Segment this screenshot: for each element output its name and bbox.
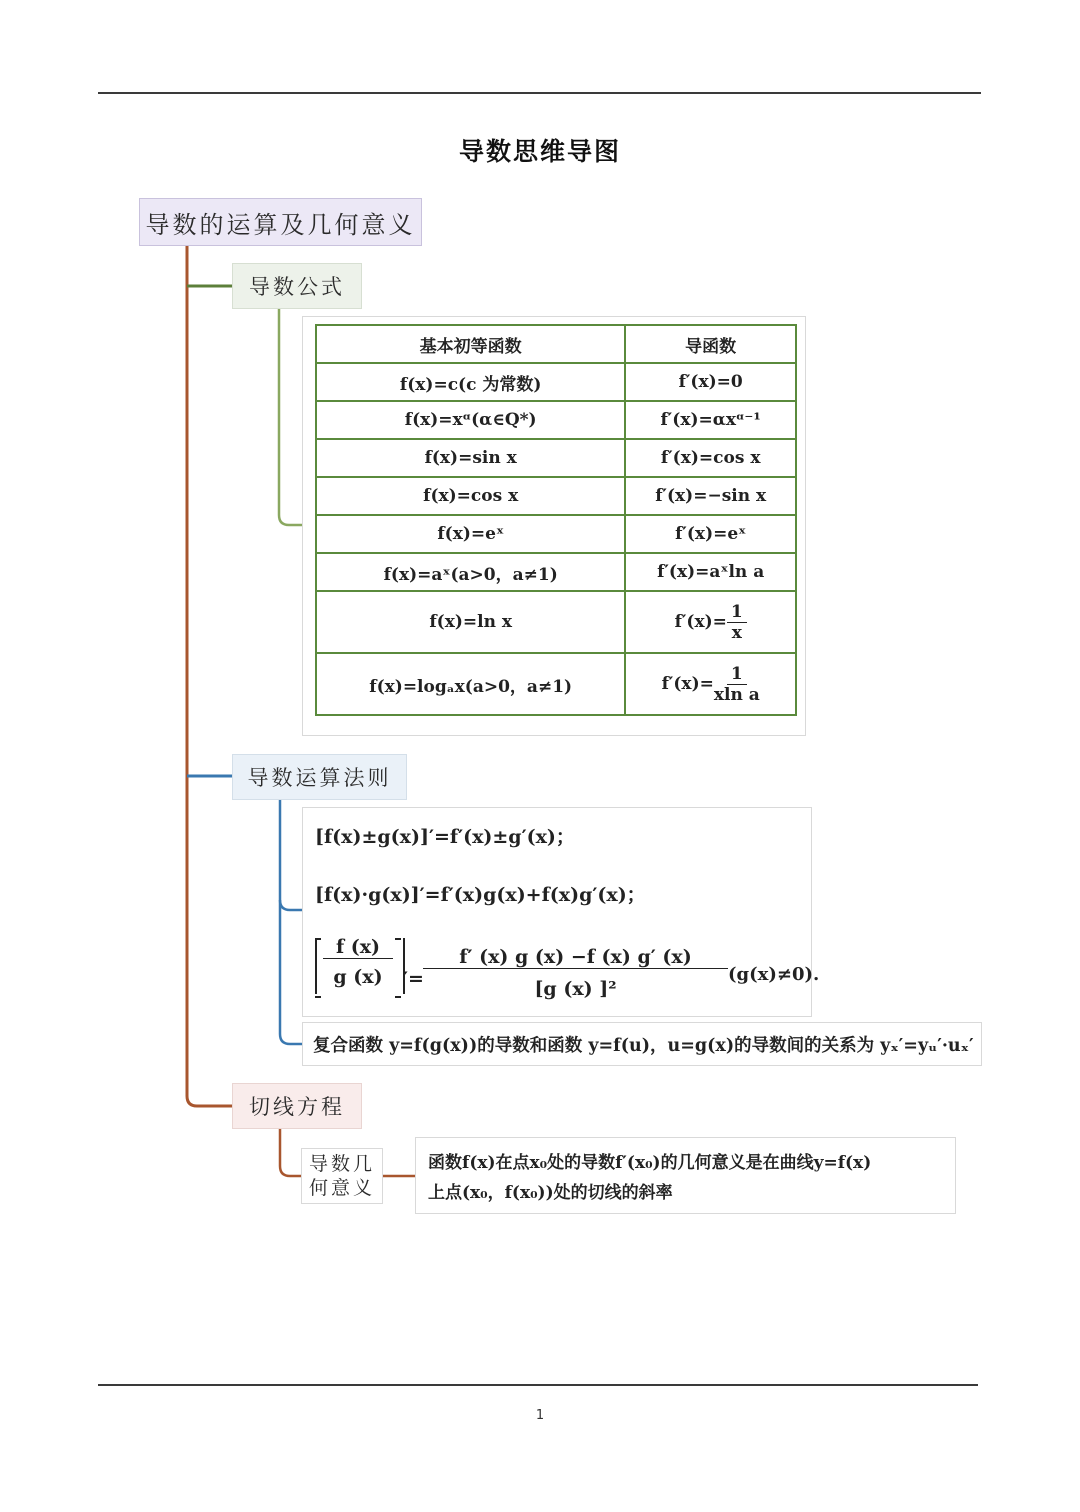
derivative-prefix: f′(x)=: [661, 673, 714, 694]
sum-rule: [f(x)±g(x)]′=f′(x)±g′(x)；: [315, 826, 575, 848]
geometric-label-line1: 导数几: [308, 1153, 375, 1175]
table-row: [316, 363, 796, 401]
bracket-right-cap: [395, 938, 401, 998]
function-cell: f(x)=aˣ(a>0，a≠1): [316, 553, 625, 591]
function-cell: f(x)=xᵅ(α∈Q*): [316, 401, 625, 439]
table-header-row: [316, 325, 796, 363]
derivative-cell: f′(x)=0: [625, 363, 796, 401]
fraction-numerator: 1: [727, 664, 747, 685]
root-node[interactable]: 导数的运算及几何意义: [139, 198, 422, 246]
composite-text: 复合函数 y=f(g(x))的导数和函数 y=f(u)，u=g(x)的导数间的关系为 yₓ′=yᵤ′·uₓ′: [313, 1035, 974, 1056]
function-cell: f(x)=cos x: [316, 477, 625, 515]
page-number: 1: [535, 1408, 545, 1423]
fraction-numerator: 1: [727, 602, 747, 623]
product-rule: [f(x)·g(x)]′=f′(x)g(x)+f(x)g′(x)；: [315, 884, 646, 906]
derivative-prefix: f′(x)=: [674, 611, 727, 632]
table-row: [316, 477, 796, 515]
table-row: [316, 653, 796, 715]
function-cell: f(x)=sin x: [316, 439, 625, 477]
quotient-left-denominator: g (x): [333, 966, 383, 988]
function-cell: f(x)=logₐx(a>0，a≠1): [316, 653, 625, 715]
function-cell: f(x)=eˣ: [316, 515, 625, 553]
rulebox-connector: [280, 800, 302, 910]
quotient-rule: [315, 934, 820, 1004]
geometric-text-line2: 上点(x₀，f(x₀))处的切线的斜率: [428, 1183, 673, 1203]
geometric-meaning-node[interactable]: [301, 1148, 383, 1204]
header-derivative: 导函数: [625, 325, 796, 363]
quotient-right-numerator: f′ (x) g (x) −f (x) g′ (x): [423, 946, 728, 969]
geometric-label-line2: 何意义: [308, 1177, 375, 1199]
derivative-cell: [625, 591, 796, 653]
table-row: [316, 591, 796, 653]
geometric-connector: [280, 1129, 301, 1176]
function-cell: f(x)=c(c 为常数): [316, 363, 625, 401]
formulas-node[interactable]: 导数公式: [232, 263, 362, 309]
table-connector: [279, 309, 302, 525]
table-row: [316, 439, 796, 477]
fraction-denominator: xln a: [713, 684, 760, 705]
quotient-prime-equals: ′=: [403, 968, 424, 990]
fraction-denominator: x: [731, 622, 742, 643]
quotient-left-numerator: f (x): [323, 936, 393, 959]
geometric-text-line1: 函数f(x)在点x₀处的导数f′(x₀)的几何意义是在曲线y=f(x): [428, 1153, 872, 1173]
fraction: [727, 602, 747, 643]
geometric-box: [415, 1137, 956, 1214]
trunk-connector: [187, 246, 232, 1106]
formula-table-box: [302, 316, 806, 736]
derivative-cell: f′(x)=eˣ: [625, 515, 796, 553]
tangent-node[interactable]: 切线方程: [232, 1083, 362, 1129]
page-title: 导数思维导图: [458, 137, 621, 166]
formula-table: [315, 324, 797, 716]
derivative-cell: [625, 653, 796, 715]
header-basic-function: 基本初等函数: [316, 325, 625, 363]
rules-box: [302, 807, 820, 1017]
quotient-right-denominator: [g (x) ]²: [534, 978, 617, 1000]
function-cell: f(x)=ln x: [316, 591, 625, 653]
table-row: [316, 553, 796, 591]
derivative-cell: f′(x)=aˣln a: [625, 553, 796, 591]
composite-box: [302, 1022, 982, 1066]
table-row: [316, 401, 796, 439]
composite-connector: [280, 900, 302, 1044]
quotient-condition: (g(x)≠0).: [728, 964, 820, 985]
derivative-cell: f′(x)=cos x: [625, 439, 796, 477]
rules-node[interactable]: 导数运算法则: [232, 754, 407, 800]
derivative-cell: f′(x)=−sin x: [625, 477, 796, 515]
fraction: [714, 664, 760, 705]
bracket-left-cap: [315, 938, 321, 998]
derivative-cell: f′(x)=αxᵅ⁻¹: [625, 401, 796, 439]
table-row: [316, 515, 796, 553]
